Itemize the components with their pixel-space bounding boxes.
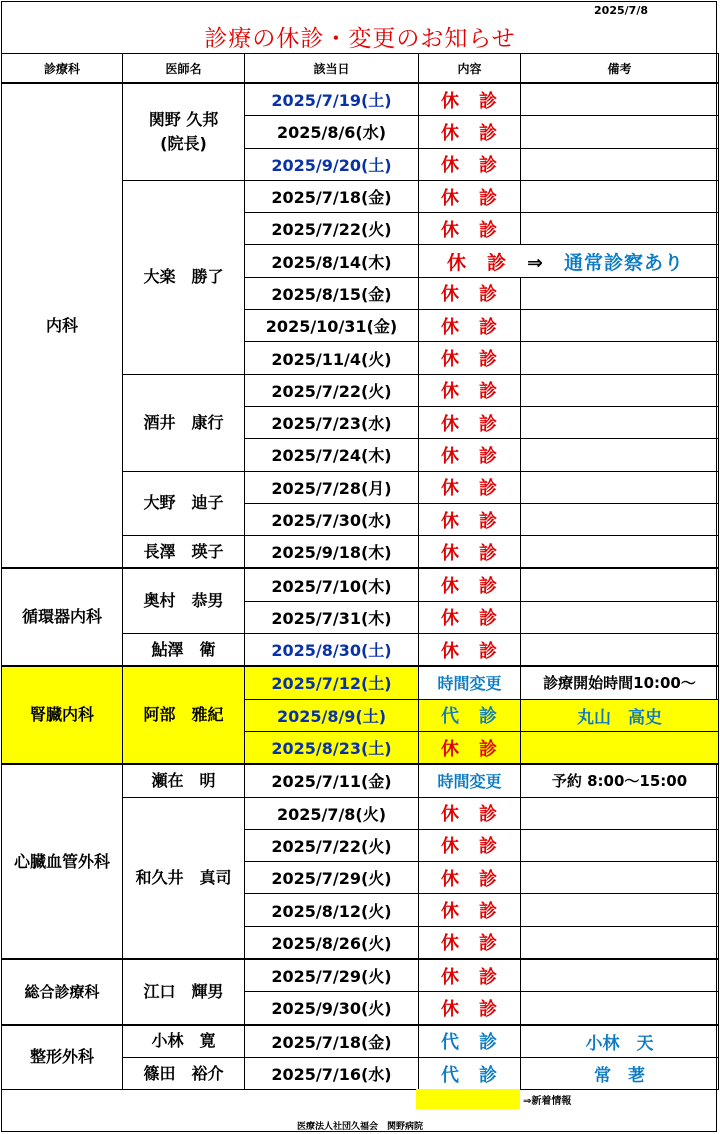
note-cell: 小林 天	[521, 1025, 719, 1058]
dept-cell: 総合診療科	[2, 959, 123, 1025]
date-cell: 2025/9/30(火)	[245, 992, 419, 1025]
new-info-legend-label: ⇒新着情報	[523, 1096, 572, 1107]
dept-cell: 心臓血管外科	[2, 764, 123, 959]
doctor-cell: 奥村 恭男	[123, 568, 245, 633]
note-cell	[521, 503, 719, 535]
date-cell: 2025/7/23(水)	[245, 406, 419, 438]
date-cell: 2025/7/11(金)	[245, 764, 419, 797]
date-cell: 2025/7/29(火)	[245, 862, 419, 894]
header-note: 備考	[521, 54, 719, 84]
doctor-cell: 関野 久邦 (院長)	[123, 83, 245, 180]
note-cell	[521, 797, 719, 829]
doctor-cell: 阿部 雅紀	[123, 666, 245, 764]
table-row	[2, 764, 719, 797]
content-cell: 休 診	[419, 148, 521, 180]
page-title: 診療の休診・変更のお知らせ	[204, 26, 516, 52]
date-cell: 2025/7/8(火)	[245, 797, 419, 829]
date-cell: 2025/8/9(土)	[245, 699, 419, 731]
footer-hospital-name: 医療法人社団久福会 関野病院	[296, 1122, 423, 1132]
content-cell: 代 診	[419, 1057, 521, 1089]
content-cell: 休 診	[419, 959, 521, 992]
doctor-cell: 長澤 瑛子	[123, 536, 245, 569]
date-cell: 2025/7/18(金)	[245, 1025, 419, 1058]
date-cell: 2025/11/4(火)	[245, 342, 419, 374]
note-cell	[521, 992, 719, 1025]
date-cell: 2025/8/26(火)	[245, 926, 419, 959]
dept-cell: 循環器内科	[2, 568, 123, 666]
note-cell	[521, 83, 719, 116]
date-cell: 2025/10/31(金)	[245, 310, 419, 342]
date-cell: 2025/7/24(木)	[245, 439, 419, 471]
note-cell	[521, 829, 719, 861]
issue-date: 2025/7/8	[594, 4, 648, 17]
date-cell: 2025/7/10(木)	[245, 568, 419, 601]
table-row	[2, 959, 719, 992]
date-cell: 2025/7/19(土)	[245, 83, 419, 116]
table-row	[2, 568, 719, 601]
content-cell: 休 診	[419, 862, 521, 894]
content-cell: 休 診	[419, 83, 521, 116]
header-doctor: 医師名	[123, 54, 245, 84]
header-dept: 診療科	[2, 54, 123, 84]
note-cell: 予約 8:00～15:00	[521, 764, 719, 797]
note-cell	[521, 959, 719, 992]
note-cell	[521, 731, 719, 764]
dept-cell: 整形外科	[2, 1025, 123, 1090]
note-cell	[521, 926, 719, 959]
date-cell: 2025/7/18(金)	[245, 180, 419, 212]
schedule-table	[1, 53, 719, 1090]
content-cell: 休 診	[419, 568, 521, 601]
date-cell: 2025/9/20(土)	[245, 148, 419, 180]
content-cell: 休 診	[419, 406, 521, 438]
content-cell: 休 診	[419, 992, 521, 1025]
doctor-cell: 鮎澤 衛	[123, 634, 245, 667]
doctor-cell: 小林 寛	[123, 1025, 245, 1058]
content-cell: 時間変更	[419, 764, 521, 797]
content-cell: 休 診	[419, 731, 521, 764]
content-cell: 代 診	[419, 699, 521, 731]
date-cell: 2025/8/12(火)	[245, 894, 419, 926]
date-cell: 2025/7/16(水)	[245, 1057, 419, 1089]
note-cell	[521, 342, 719, 374]
date-cell: 2025/8/6(水)	[245, 116, 419, 148]
note-cell: 丸山 高史	[521, 699, 719, 731]
dept-cell: 内科	[2, 83, 123, 568]
note-cell	[521, 180, 719, 212]
doctor-cell: 酒井 康行	[123, 374, 245, 471]
dept-cell: 腎臓内科	[2, 666, 123, 764]
date-cell: 2025/7/31(木)	[245, 601, 419, 633]
doctor-cell: 和久井 真司	[123, 797, 245, 959]
note-cell	[521, 894, 719, 926]
date-cell: 2025/8/30(土)	[245, 634, 419, 667]
header-date: 該当日	[245, 54, 419, 84]
note-cell	[521, 148, 719, 180]
header-content: 内容	[419, 54, 521, 84]
regular-clinic-label: 通常診察あり	[563, 251, 684, 274]
content-note-cell: 休 診 ⇒ 通常診察あり	[419, 245, 719, 277]
content-cell: 休 診	[419, 471, 521, 503]
note-cell	[521, 568, 719, 601]
note-cell	[521, 862, 719, 894]
content-cell: 休 診	[419, 829, 521, 861]
content-cell: 休 診	[419, 213, 521, 245]
content-cell: 休 診	[419, 439, 521, 471]
doctor-cell: 大野 迪子	[123, 471, 245, 536]
note-cell	[521, 634, 719, 667]
closed-label: 休 診	[447, 251, 508, 274]
table-row	[2, 83, 719, 116]
date-cell: 2025/7/30(水)	[245, 503, 419, 535]
doctor-cell: 瀬在 明	[123, 764, 245, 797]
table-row	[2, 666, 719, 699]
doctor-cell: 江口 輝男	[123, 959, 245, 1025]
date-cell: 2025/7/22(火)	[245, 374, 419, 406]
content-cell: 時間変更	[419, 666, 521, 699]
content-cell: 休 診	[419, 894, 521, 926]
note-cell	[521, 406, 719, 438]
content-cell: 休 診	[419, 503, 521, 535]
doctor-cell: 大楽 勝了	[123, 180, 245, 374]
table-row	[2, 1025, 719, 1058]
content-cell: 休 診	[419, 342, 521, 374]
doctor-cell: 篠田 裕介	[123, 1057, 245, 1089]
content-cell: 休 診	[419, 374, 521, 406]
content-cell: 休 診	[419, 634, 521, 667]
note-cell: 常 荖	[521, 1057, 719, 1089]
note-cell	[521, 471, 719, 503]
content-cell: 休 診	[419, 116, 521, 148]
note-cell	[521, 213, 719, 245]
note-cell	[521, 310, 719, 342]
content-cell: 休 診	[419, 180, 521, 212]
new-info-legend-swatch	[416, 1089, 520, 1109]
date-cell: 2025/7/12(土)	[245, 666, 419, 699]
note-cell	[521, 601, 719, 633]
note-cell: 診療開始時間10:00～	[521, 666, 719, 699]
date-cell: 2025/7/22(火)	[245, 213, 419, 245]
note-cell	[521, 536, 719, 569]
note-cell	[521, 374, 719, 406]
date-cell: 2025/9/18(木)	[245, 536, 419, 569]
date-cell: 2025/7/28(月)	[245, 471, 419, 503]
date-cell: 2025/7/29(火)	[245, 959, 419, 992]
content-cell: 休 診	[419, 536, 521, 569]
content-cell: 代 診	[419, 1025, 521, 1058]
date-cell: 2025/8/15(金)	[245, 277, 419, 309]
note-cell	[521, 277, 719, 309]
content-cell: 休 診	[419, 797, 521, 829]
header-row	[2, 54, 719, 84]
note-cell	[521, 439, 719, 471]
date-cell: 2025/8/14(木)	[245, 245, 419, 277]
content-cell: 休 診	[419, 277, 521, 309]
content-cell: 休 診	[419, 601, 521, 633]
date-cell: 2025/8/23(土)	[245, 731, 419, 764]
note-cell	[521, 116, 719, 148]
content-cell: 休 診	[419, 310, 521, 342]
date-cell: 2025/7/22(火)	[245, 829, 419, 861]
content-cell: 休 診	[419, 926, 521, 959]
